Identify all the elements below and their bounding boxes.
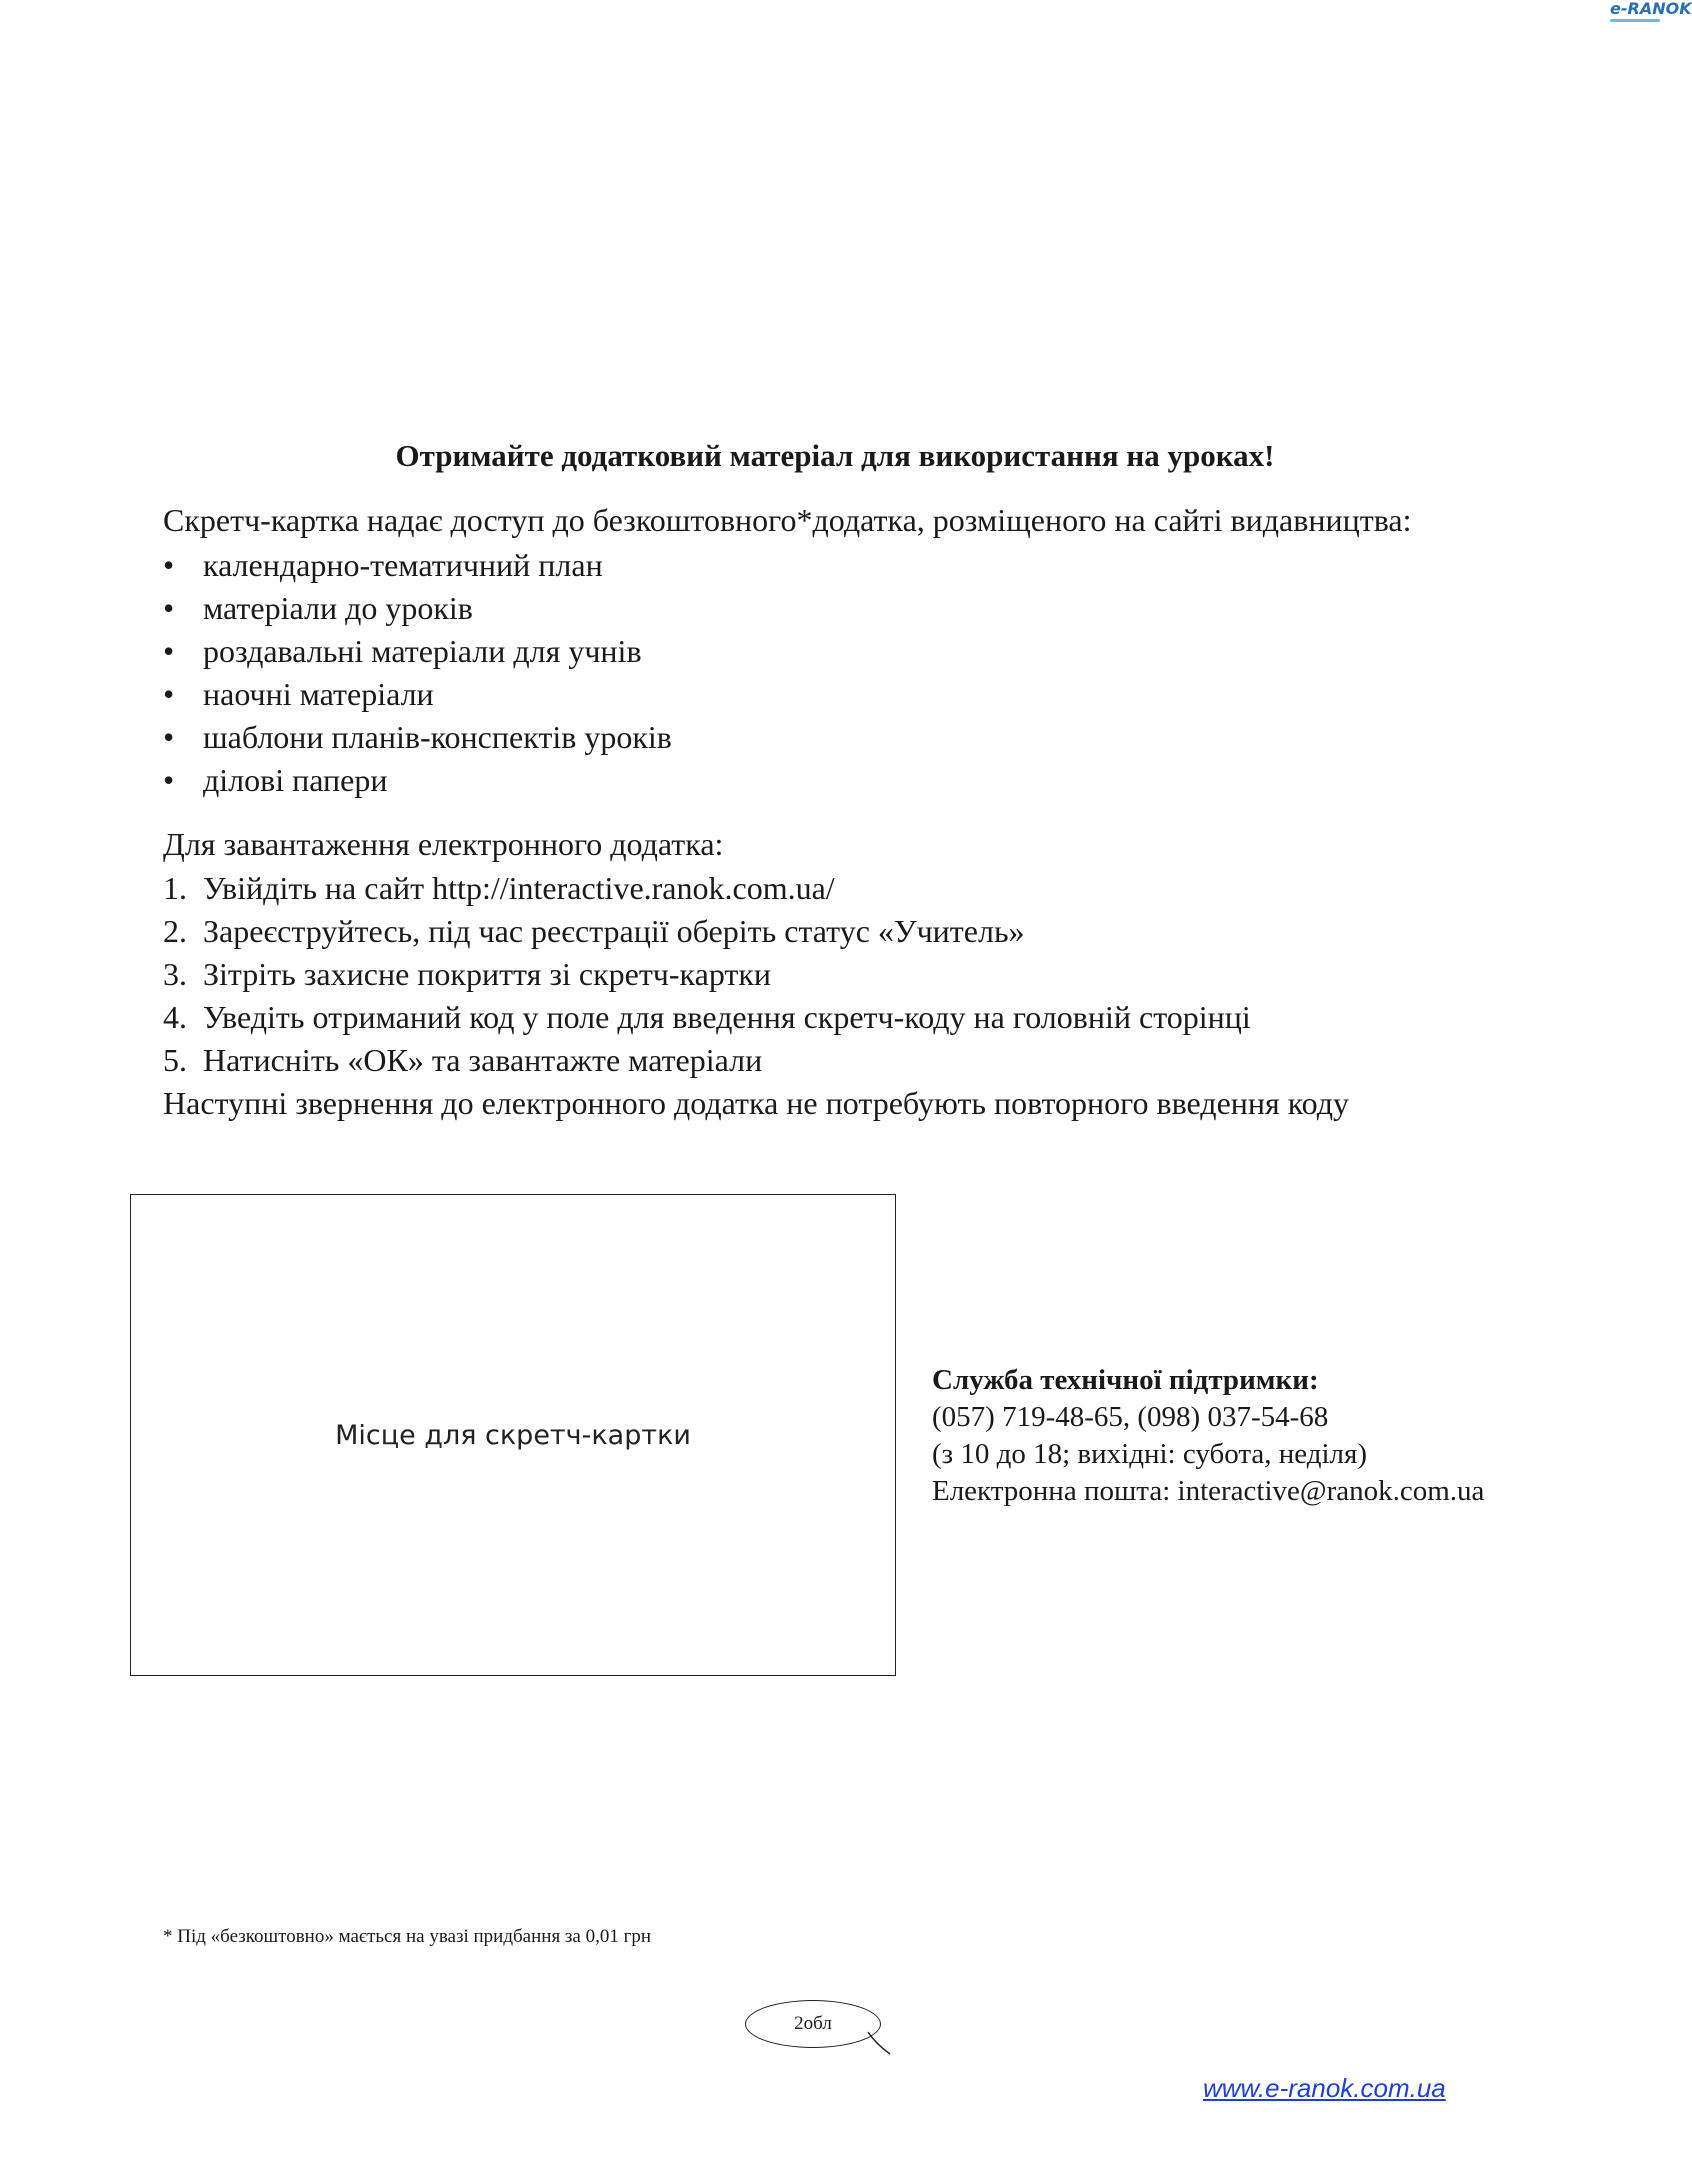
list-item: • наочні матеріали bbox=[163, 673, 672, 716]
bullet-icon: • bbox=[163, 547, 175, 583]
list-item: • календарно-тематичний план bbox=[163, 544, 672, 587]
badge-tail-icon bbox=[866, 2030, 894, 2056]
bullet-icon: • bbox=[163, 590, 175, 626]
list-item: • матеріали до уроків bbox=[163, 587, 672, 630]
page-number: 2обл bbox=[794, 2013, 832, 2034]
followup-note: Наступні звернення до електронного додатка не потребують повторного введення коду bbox=[163, 1085, 1350, 1121]
scratch-card-label: Місце для скретч-картки bbox=[335, 1419, 691, 1451]
step-item bbox=[163, 1039, 1251, 1082]
bullet-icon: • bbox=[163, 719, 175, 755]
page-title: Отримайте додатковий матеріал для використання на уроках! bbox=[395, 438, 1275, 473]
step-item bbox=[163, 996, 1251, 1039]
download-steps bbox=[163, 867, 1251, 1082]
bullet-icon: • bbox=[163, 762, 175, 798]
step-text: Зітріть захисне покриття зі скретч-картки bbox=[203, 956, 772, 992]
support-hours: (з 10 до 18; вихідні: субота, неділя) bbox=[932, 1438, 1367, 1470]
step-text: Натисніть «ОК» та завантажте матеріали bbox=[203, 1042, 763, 1078]
step-item bbox=[163, 953, 1251, 996]
support-email: Електронна пошта: interactive@ranok.com.ua bbox=[932, 1475, 1485, 1507]
step-number: 2. bbox=[163, 913, 187, 949]
step-text: Уведіть отриманий код у поле для введення скретч-коду на головній сторінці bbox=[203, 999, 1251, 1035]
footnote: * Під «безкоштовно» мається на увазі придбання за 0,01 грн bbox=[163, 1926, 652, 1947]
list-item: • роздавальні матеріали для учнів bbox=[163, 630, 672, 673]
e-ranok-logo bbox=[1610, 0, 1692, 24]
materials-list bbox=[163, 544, 672, 802]
support-info bbox=[932, 1362, 1484, 1510]
step-number: 5. bbox=[163, 1042, 187, 1078]
download-intro: Для завантаження електронного додатка: bbox=[163, 826, 724, 862]
logo-swoosh bbox=[1610, 19, 1660, 22]
step-number: 4. bbox=[163, 999, 187, 1035]
step-item bbox=[163, 910, 1251, 953]
page-number-badge bbox=[745, 2000, 881, 2048]
list-item: • шаблони планів-конспектів уроків bbox=[163, 716, 672, 759]
step-number: 1. bbox=[163, 870, 187, 906]
step-text: Увійдіть на сайт http://interactive.ranok.com.ua/ bbox=[203, 870, 835, 906]
support-phones: (057) 719-48-65, (098) 037-54-68 bbox=[932, 1401, 1329, 1433]
website-link[interactable]: www.e-ranok.com.ua bbox=[1203, 2073, 1446, 2103]
bullet-icon: • bbox=[163, 676, 175, 712]
intro-text: Скретч-картка надає доступ до безкоштовного*додатка, розміщеного на сайті видавництва: bbox=[163, 502, 1412, 538]
logo-text: e-RANOK bbox=[1610, 0, 1692, 18]
bullet-icon: • bbox=[163, 633, 175, 669]
scratch-card-placeholder bbox=[130, 1194, 896, 1676]
step-text: Зареєструйтесь, під час реєстрації оберіть статус «Учитель» bbox=[203, 913, 1025, 949]
step-number: 3. bbox=[163, 956, 187, 992]
step-item bbox=[163, 867, 1251, 910]
support-heading: Служба технічної підтримки: bbox=[932, 1364, 1319, 1396]
list-item: • ділові папери bbox=[163, 759, 672, 802]
